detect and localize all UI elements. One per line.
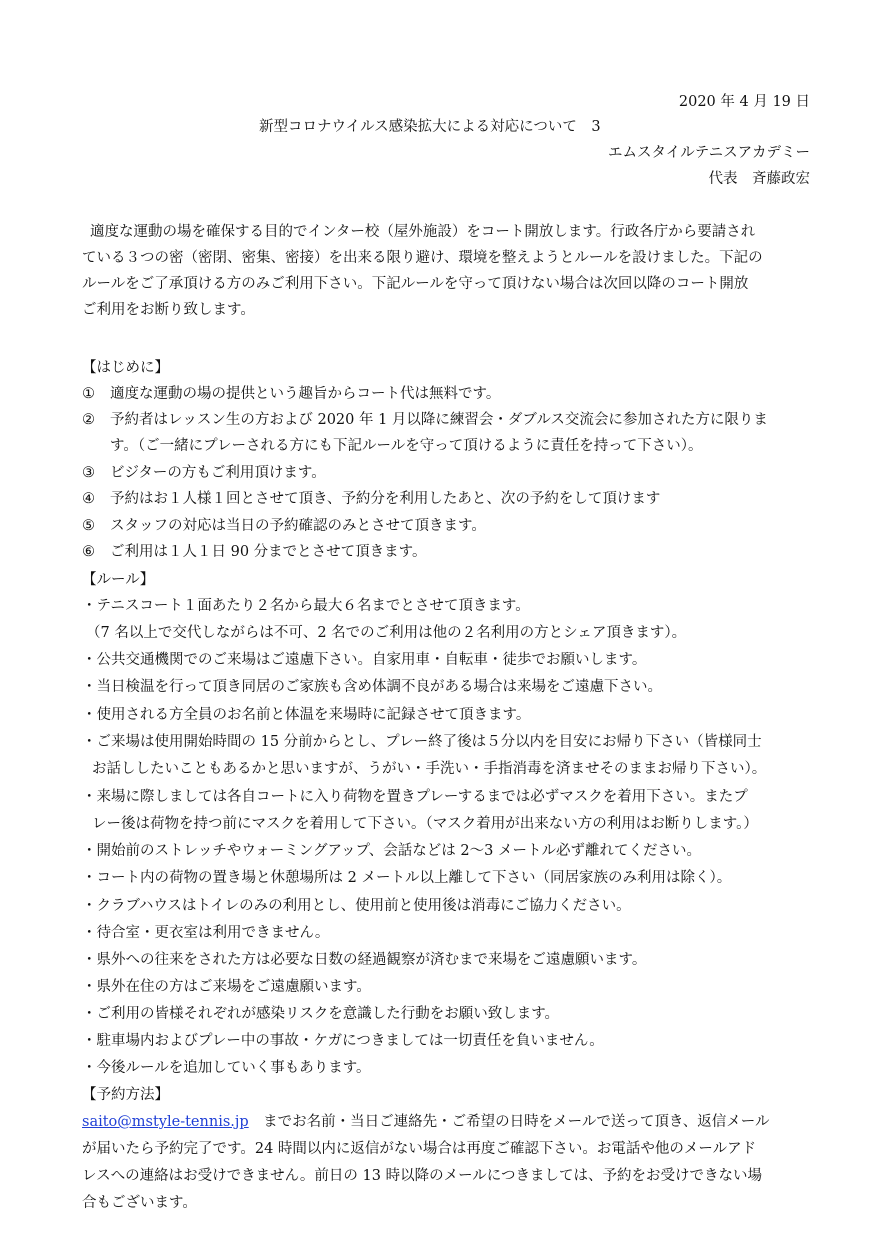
intro-line: ルールをご了承頂ける方のみご利用下さい。下記ルールを守って頂けない場合は次回以降のコート開放 [82, 276, 749, 292]
section-heading-intro: 【はじめに】 [82, 360, 169, 376]
rule-item: ・県外在住の方はご来場をご遠慮願います。 [82, 979, 371, 995]
section-heading-reservation: 【予約方法】 [82, 1087, 169, 1103]
reservation-text: までお名前・当日ご連絡先・ご希望の日時をメールで送って頂き、返信メール [248, 1114, 770, 1130]
reservation-line [82, 1112, 770, 1132]
intro-line: 適度な運動の場を確保する目的でインター校（屋外施設）をコート開放します。行政各庁から要請され [90, 224, 756, 240]
intro-item [82, 542, 427, 562]
representative-name: 代表 斉藤政宏 [708, 171, 810, 187]
item-number: ③ [82, 465, 95, 481]
rule-item: ・来場に際しましては各自コートに入り荷物を置きプレーするまでは必ずマスクを着用下さい。またプ [82, 789, 748, 805]
rule-item: ・コート内の荷物の置き場と休憩場所は 2 メートル以上離して下さい（同居家族のみ利用は除く）。 [82, 870, 732, 886]
item-number: ⑤ [82, 518, 95, 534]
rule-item: ・当日検温を行って頂き同居のご家族も含め体調不良がある場合は来場をご遠慮下さい。 [82, 679, 662, 695]
intro-paragraph [82, 219, 812, 323]
intro-line: ご利用をお断り致します。 [82, 302, 255, 318]
item-text: 予約はお１人様１回とさせて頂き、予約分を利用したあと、次の予約をして頂けます [110, 491, 661, 507]
document-title: 新型コロナウイルス感染拡大による対応について 3 [259, 119, 601, 135]
item-text: 適度な運動の場の提供という趣旨からコート代は無料です。 [110, 386, 501, 402]
rule-item: ・クラブハウスはトイレのみの利用とし、使用前と使用後は消毒にご協力ください。 [82, 898, 631, 914]
rule-item: ・ご来場は使用開始時間の 15 分前からとし、プレー終了後は５分以内を目安にお帰り下さい（皆様同士 [82, 734, 762, 750]
item-number: ④ [82, 491, 95, 507]
reservation-line: 合もございます。 [82, 1195, 197, 1211]
rule-item: ・ご利用の皆様それぞれが感染リスクを意識した行動をお願い致します。 [82, 1006, 560, 1022]
item-text: 予約者はレッスン生の方および 2020 年 1 月以降に練習会・ダブルス交流会に参加された方に限りま [110, 412, 768, 428]
email-link[interactable]: saito@mstyle-tennis.jp [82, 1114, 249, 1130]
intro-line: ている３つの密（密閉、密集、密接）を出来る限り避け、環境を整えようとルールを設けました。下記の [82, 250, 763, 266]
rule-item: ・テニスコート１面あたり２名から最大６名までとさせて頂きます。 [82, 598, 530, 614]
rule-item: ・今後ルールを追加していく事もあります。 [82, 1060, 371, 1076]
intro-item [82, 384, 500, 404]
organization-name: エムスタイルテニスアカデミー [608, 145, 810, 161]
rule-item: ・駐車場内およびプレー中の事故・ケガにつきましては一切責任を負いません。 [82, 1033, 604, 1049]
reservation-line: が届いたら予約完了です。24 時間以内に返信がない場合は再度ご確認下さい。お電話や他のメールアド [82, 1141, 757, 1157]
document-date: 2020 年 4 月 19 日 [678, 94, 810, 110]
intro-item [82, 489, 660, 509]
item-text: スタッフの対応は当日の予約確認のみとさせて頂きます。 [110, 518, 486, 534]
item-number: ① [82, 386, 95, 402]
rule-item: ・使用される方全員のお名前と体温を来場時に記録させて頂きます。 [82, 707, 531, 723]
intro-item [82, 410, 768, 430]
rule-item: ・待合室・更衣室は利用できません。 [82, 925, 330, 941]
rule-item: ・開始前のストレッチやウォーミングアップ、会話などは 2～3 メートル必ず離れてください。 [82, 843, 701, 859]
rule-item: ・公共交通機関でのご来場はご遠慮下さい。自家用車・自転車・徒歩でお願いします。 [82, 652, 647, 668]
rule-item: ・県外への往来をされた方は必要な日数の経過観察が済むまで来場をご遠慮願います。 [82, 952, 647, 968]
section-heading-rules: 【ルール】 [82, 572, 155, 588]
item-text: ご利用は１人１日 90 分までとさせて頂きます。 [110, 544, 427, 560]
intro-item-continuation: す。（ご一緒にプレーされる方にも下記ルールを守って頂けるように責任を持って下さい）。 [110, 438, 703, 454]
item-number: ② [82, 412, 95, 428]
item-text: ビジターの方もご利用頂けます。 [110, 465, 326, 481]
rule-item-continuation: レー後は荷物を持つ前にマスクを着用して下さい。（マスク着用が出来ない方の利用はお断りします。） [92, 816, 758, 832]
intro-item [82, 516, 486, 536]
rule-item-continuation: お話ししたいこともあるかと思いますが、うがい・手洗い・手指消毒を済ませそのままお帰り下さい）。 [92, 761, 767, 777]
item-number: ⑥ [82, 544, 95, 560]
rule-item-continuation: （7 名以上で交代しながらは不可、2 名でのご利用は他の２名利用の方とシェア頂きます）。 [86, 625, 687, 641]
reservation-line: レスへの連絡はお受けできません。前日の 13 時以降のメールにつきましては、予約をお受けできない場 [82, 1168, 763, 1184]
intro-item [82, 463, 326, 483]
